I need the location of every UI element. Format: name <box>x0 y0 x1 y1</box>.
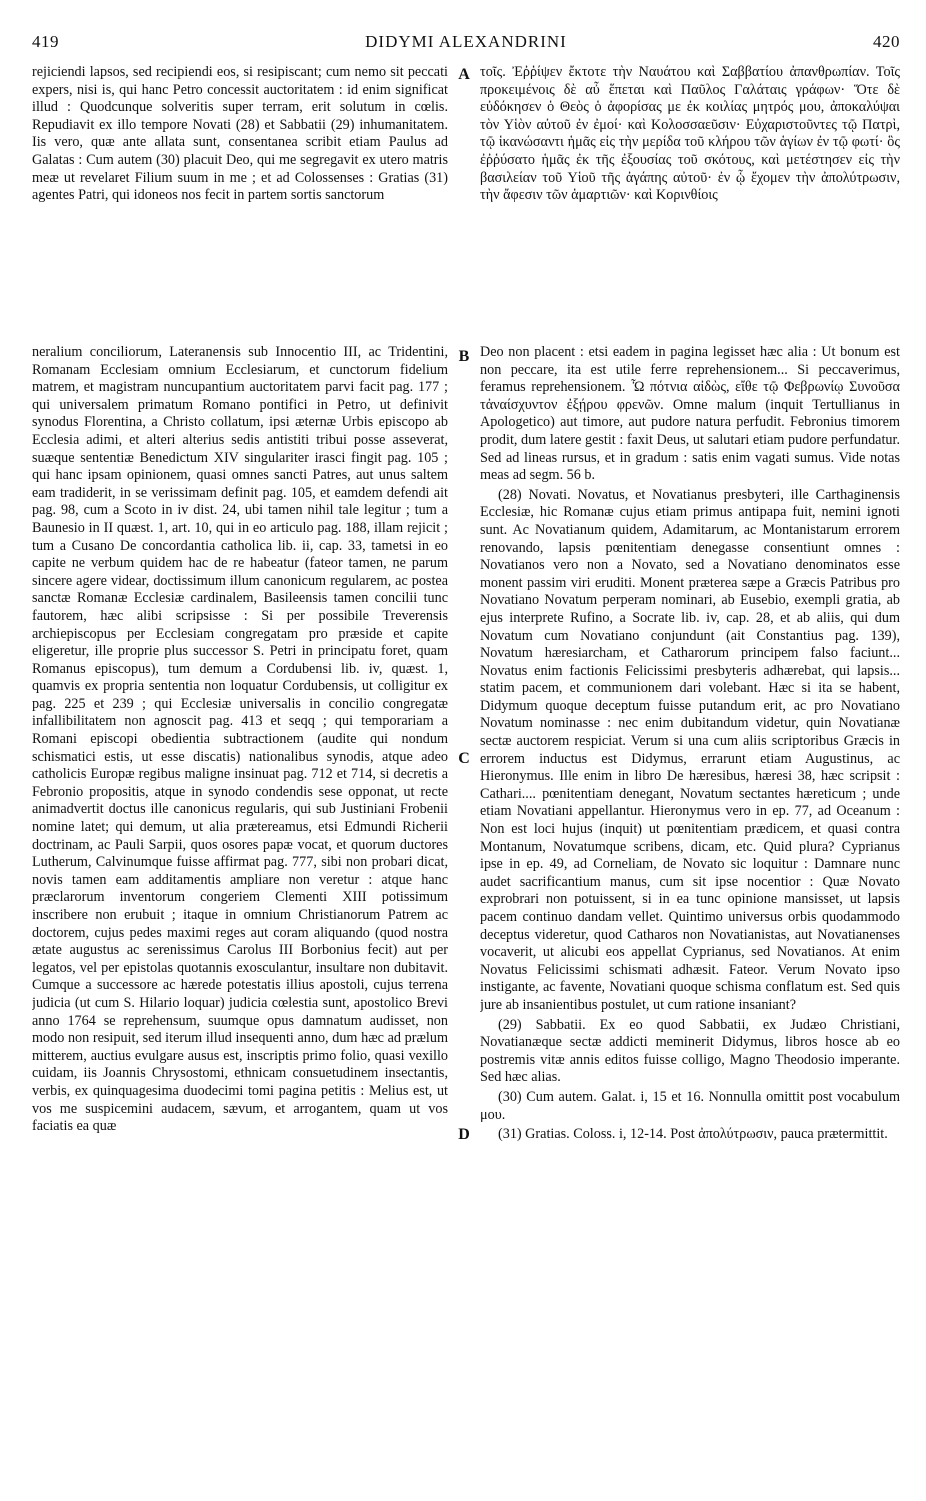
greek-text-column <box>480 64 900 336</box>
notes-column-right <box>480 344 900 1494</box>
running-title: DIDYMI ALEXANDRINI <box>365 32 567 51</box>
page-number-left: 419 <box>32 32 59 51</box>
latin-text: rejiciendi lapsos, sed recipiendi eos, si resipiscant; cum nemo sit peccati expers, nisi is, qui hanc Petro concessit auctoritatem : id enim significat illud : Quodcunque solveritis super terram, erit solutum in cœlis. Repudiavit ex illo tempore Novati (28) et Sabbatii (29) inhumanitatem. Iis vero, quæ ante allata sunt, consentanea scribit etiam Paulus ad Galatas : Cum autem (30) placuit Deo, qui me segregavit ex utero matris meæ ut revelaret Filium suum in me ; et ad Colossenses : Gratias (31) agentes Patri, qui idoneos nos fecit in partem sortis sanctorum <box>32 64 448 204</box>
notes-continuation: neralium conciliorum, Lateranensis sub Innocentio III, ac Tridentini, Romanam Ecclesiam omnium Ecclesiarum, et cunctorum fidelium matrem, et magistram nuncupantium auctoritatem parvi facit pag. 177 ; qui universalem primatum Romano pontifici in Petro, ut definivit synodus Florentina, a Christo collatum, ipsi æternæ Urbis episcopo ab Ecclesia adimi, et alteri alterius sedis antistiti tribui posse asseverat, suæque sententiæ Benedictum XIV singulariter irasci fingit pag. 105 ; qui hanc ipsam opinionem, quasi omnes sancti Patres, aut unus saltem eam tradiderit, in se verissimam definit pag. 105, et eamdem defendi ait pag. 98, cum a Scoto in iv dist. 24, ubi tamen nihil tale legitur ; tum a Baunesio in II quæst. 1, art. 10, qui in eo articulo pag. 188, illam rejicit ; tum a Cusano De concordantia catholica lib. ii, cap. 33, tametsi in eo capite ne verbum quidem hac de re habeatur (fateor tamen, ne parum sincere agere videar, doctissimum illum canonicum regularem, ac postea sanctæ Romanæ Ecclesiæ cardinalem, Basileensis tamen concilii tunc fautorem, hæc alibi scripsisse : Si per possibile Treverensis archiepiscopus per Ecclesiam congregatam pro præside et capite eligeretur, ille proprie plus successor S. Petri in principatu foret, quam Romanus episcopus), tum demum a Cordubensi lib. iv, quæst. 1, quamvis ex propria sententia non loquatur Cordubensis, ut colligitur ex pag. 225 et 239 ; qui Ecclesiæ universalis in concilio congregatæ infallibilitatem non agnoscit pag. 413 et seqq ; qui temporariam a Romani episcopi obedientia subtractionem (audite qui nondum schismatici estis, ut esse discatis) nationalibus synodis, atque adeo catholicis Europæ regibus maligne insinuat pag. 712 et 714, si decretis a Febronio propositis, atque in synodo condendis sese opponat, ut recte animadvertit doctus ille canonicus regularis, qui sub Justiniani Frobenii nomine latet; qui demum, ut alia prætereamus, etsi Edmundi Richerii doctrinam, ac Pauli Sarpii, quos osores papæ vocat, et quorum ductores Lutherum, Calvinumque fuisse affirmat pag. 777, sibi non probari dicat, novis tamen eam additamentis ampliare non veretur : atque hanc præclarorum inventorum congeriem Clementi XIII potissimum inscribere non erubuit ; itaque in omnium Christianorum Patrem ac doctorem, cujus pedes maximi reges aut coram aliquando (quod nostra ætate augustus ac serenissimus Carolus III Borbonius fecit) aut per legatos, vel per epistolas quotannis exosculantur, insultare non dubitavit. Cumque a successore ac hærede potestatis illius apostoli, cujus terrena judicia (ut cum S. Hilario loquar) judicia cœlestia sunt, apostolico Brevi anno 1764 se reprehensum, suumque opus damnatum audisset, non modo non resipuit, sed iterum illud insequenti anno, dum hæc ad prælum mitterem, auctius evulgare ausus est, inscriptis primo folio, quasi vexillo cuidam, iis Joannis Chrysostomi, ethnicam consuetudinem insectantis, verbis, ex quinquagesima duodecimi tomi pagina petitis : Melius est, ut vos me suspicemini audacem, sævum, et arrogantem, quam ut vos faciatis ea quæ <box>32 344 448 1135</box>
notes-column-left <box>32 344 448 1494</box>
page-number-right: 420 <box>873 32 900 51</box>
footnote-31: (31) Gratias. Coloss. i, 12-14. Post ἀπολύτρωσιν, pauca prætermittit. <box>498 1126 888 1143</box>
section-marker-d: D <box>458 1126 470 1143</box>
running-header <box>32 32 900 56</box>
footnote-29: (29) Sabbatii. Ex eo quod Sabbatii, ex Judæo Christiani, Novatianæque sectæ addicti meminerit Didymus, libros hosce ab eo postremis vitæ annis editos fuisse colligo, Magno Theodosio imperante. Sed hæc alias. <box>480 1016 900 1086</box>
notes-intro: Deo non placent : etsi eadem in pagina legisset hæc alia : Ut bonum est non peccare, ita est utile ferre reprehensionem... Si peccaverimus, feramus reprehensionem. Ὦ πότνια αἰδὼς, εἴθε τῷ Φεβρωνίῳ Συνοῦσα τἀναίσχυντον ἐξῄρου φρενῶν. Omne malum (inquit Tertullianus in Apologetico) aut timore, aut pudore natura perfudit. Febronius timorem prodit, dum latere gestit : faxit Deus, ut salutari etiam pudore perfundatur. Sed ad lineas rursus, et in gradum : satis enim vagati sumus. Vide notas meas ad segm. 56 b. <box>480 344 900 484</box>
section-marker-a: A <box>458 66 470 83</box>
footnote-30: (30) Cum autem. Galat. i, 15 et 16. Nonnulla omittit post vocabulum μου. <box>480 1088 900 1123</box>
greek-text: τοῖς. Ἐῤῥίψεν ἔκτοτε τὴν Ναυάτου καὶ Σαββατίου ἀπανθρωπίαν. Τοῖς προκειμένοις δὲ αὖ ἕπεται καὶ Παῦλος Γαλάταις γράφων· Ὅτε δὲ εὐδόκησεν ὁ Θεὸς ὁ ἀφορίσας με ἐκ κοιλίας μητρός μου, ἀποκαλύψαι τὸν Υἱὸν αὐτοῦ ἐν ἐμοί· καὶ Κολοσσαεῦσιν· Εὐχαριστοῦντες τῷ Πατρὶ, τῷ ἱκανώσαντι ἡμᾶς εἰς τὴν μερίδα τοῦ κλήρου τῶν ἁγίων ἐν τῷ φωτί· ὃς ἐῤῥύσατο ἡμᾶς ἐκ τῆς ἐξουσίας τοῦ σκότους, καὶ μετέστησεν εἰς τὴν βασιλείαν τοῦ Υἱοῦ τῆς ἀγάπης αὐτοῦ· ἐν ᾧ ἔχομεν τὴν ἀπολύτρωσιν, τὴν ἄφεσιν τῶν ἁμαρτιῶν· καὶ Κορινθίοις <box>480 64 900 204</box>
latin-translation-column <box>32 64 448 336</box>
section-marker-b: B <box>458 348 470 365</box>
footnote-28: (28) Novati. Novatus, et Novatianus presbyteri, ille Carthaginensis Ecclesiæ, hic Romanæ cujus etiam primus antipapa fuit, nemini ignoti sunt. Ac Novatianum quidem, Adamitarum, ac Montanistarum errorem renovando, lapsis pœnitentiam denegasse consentiunt omnes : Novatianos vero non a Novato, sed a Novatiano denominatos esse monent passim viri eruditi. Monent præterea sæpe a Græcis Patribus pro Novatiano Novatum perperam nominari, ab Eusebio, exempli gratia, ab ejus interprete Rufino, a Socrate lib. iv, cap. 28, et ab aliis, qui dum Novatum cum Novatiano conjundunt (ait Constantius pag. 139), Novatum hæresiarcham, et Catharorum principem falso faciunt... Novatus enim factionis Felicissimi presbyteris adhærebat, qui lapsis... statim pacem, et communionem dari volebant. Hæc si ita se habent, Didymum quoque deceptum fuisse putandum erit, ac pro Novatiano Novatum nominasse : nec enim dubitandum videtur, quin Novatianæ sectæ auctorem respiciat. Verum si una cum aliis scriptoribus Græcis in errorem inductus est Didymus, errarunt etiam Augustinus, ac Hieronymus. Ille enim in libro De hæresibus, hæresi 38, hæc scripsit : Cathari.... pœnitentiam denegant, Novatum sectantes hæreticum ; unde etiam Novatiani appellantur. Hieronymus vero in ep. 77, ad Oceanum : Non est loci hujus (inquit) ut pœnitentiam prædicem, et quasi contra Montanum, Novatumque scribens, dicam, etc. Quid plura? Cyprianus ipse in ep. 49, ad Corneliam, de Novato sic loquitur : Damnare nunc audet sacrificantium manus, cum sit ipse nocentior : Quæ Novato exprobrari non potuissent, si in ea tunc opinione mansisset, ut lapsis pacem continuo dandam vellet. Quintimo universus orbis quodammodo deceptus videretur, quod Catharos non Novatianistas, aut Novatianenses vocaverit, ut alicubi eos appellat Cyprianus, sed Novatianos. At enim Novatus Felicissimi schismati adhæsit. Fateor. Verum Novato ipso instigante, ac favente, Novatiani quoque schisma conflatum est. Sed quis jure ab insanientibus postulet, ut cum ratione insaniant? <box>480 486 900 1013</box>
section-marker-c: C <box>458 750 470 767</box>
